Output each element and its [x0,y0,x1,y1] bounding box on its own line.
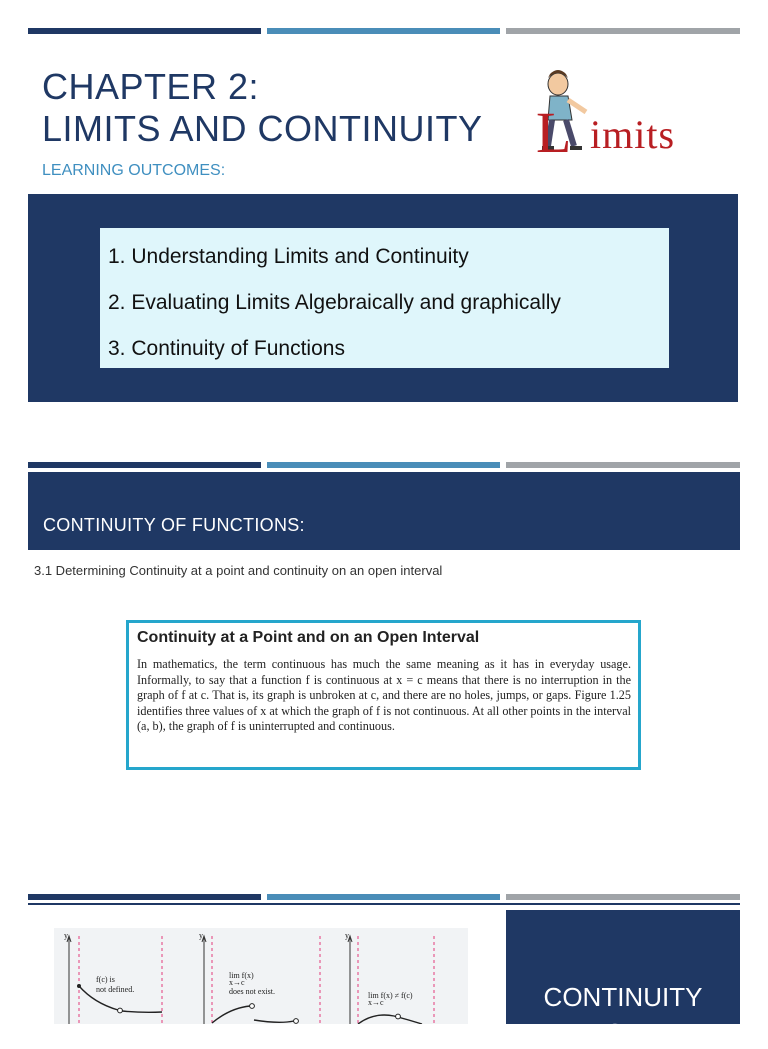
graph-undefined-point [64,931,162,1024]
continuity-side-panel [506,910,740,1048]
title-line-1: CHAPTER 2: [42,66,260,107]
title-line-2: LIMITS AND CONTINUITY [42,108,483,149]
side-title-line-2: OF [604,1018,642,1048]
decorative-section-bars [28,462,740,468]
graph3-axis-label: y [345,931,349,940]
graph3-label-1: lim f(x) ≠ f(c) [368,991,413,1000]
decorative-top-bars [28,28,740,34]
definition-body: In mathematics, the term continuous has much the same meaning as it has in everyday usage. Informally, to say that a function f is continuous at x = c means that there is no interruption in the graph of f at c. That is, its graph is unbroken at c, and there are no holes, jumps, or gaps. Figure 1.25 identifies three values of x at which the graph of f is not continuous. At all other points in the interval (a, b), the graph of f is uninterrupted and continuous. [137,657,631,734]
decorative-bottom-bars [28,894,740,900]
divider-line [28,903,740,905]
outcome-item-3: 3. Continuity of Functions [108,337,345,360]
graph1-label-2: not defined. [96,985,135,994]
graph2-label-1: lim f(x) [229,971,254,980]
side-title-line-1: CONTINUITY [543,982,703,1012]
discontinuity-graphs-svg [54,928,468,1024]
definition-box [126,620,641,770]
graph-limit-does-not-exist [199,931,320,1024]
section-subheading: 3.1 Determining Continuity at a point and continuity on an open interval [34,563,443,578]
graph3-label-sub: x→c [368,998,384,1007]
outcome-item-2: 2. Evaluating Limits Algebraically and graphically [108,291,561,314]
section-header [28,472,740,550]
graph2-axis-label: y [199,931,203,940]
svg-text:L: L [536,100,572,156]
graph1-axis-label: y [64,931,68,940]
page-title [42,66,483,150]
graph2-label-2: does not exist. [229,987,275,996]
outcome-item-1: 1. Understanding Limits and Continuity [108,245,469,268]
svg-text:imits: imits [590,112,676,156]
learning-outcomes-list [100,228,669,368]
graph1-label-1: f(c) is [96,975,115,984]
graph-limit-not-equal-value [345,931,434,1024]
learning-outcomes-label: LEARNING OUTCOMES: [42,162,226,179]
definition-title: Continuity at a Point and on an Open Interval [137,629,480,646]
limits-logo-image [534,68,704,156]
discontinuity-graphs-figure [54,928,468,1024]
graph2-label-sub: x→c [229,978,245,987]
section-title: CONTINUITY OF FUNCTIONS: [43,515,305,535]
